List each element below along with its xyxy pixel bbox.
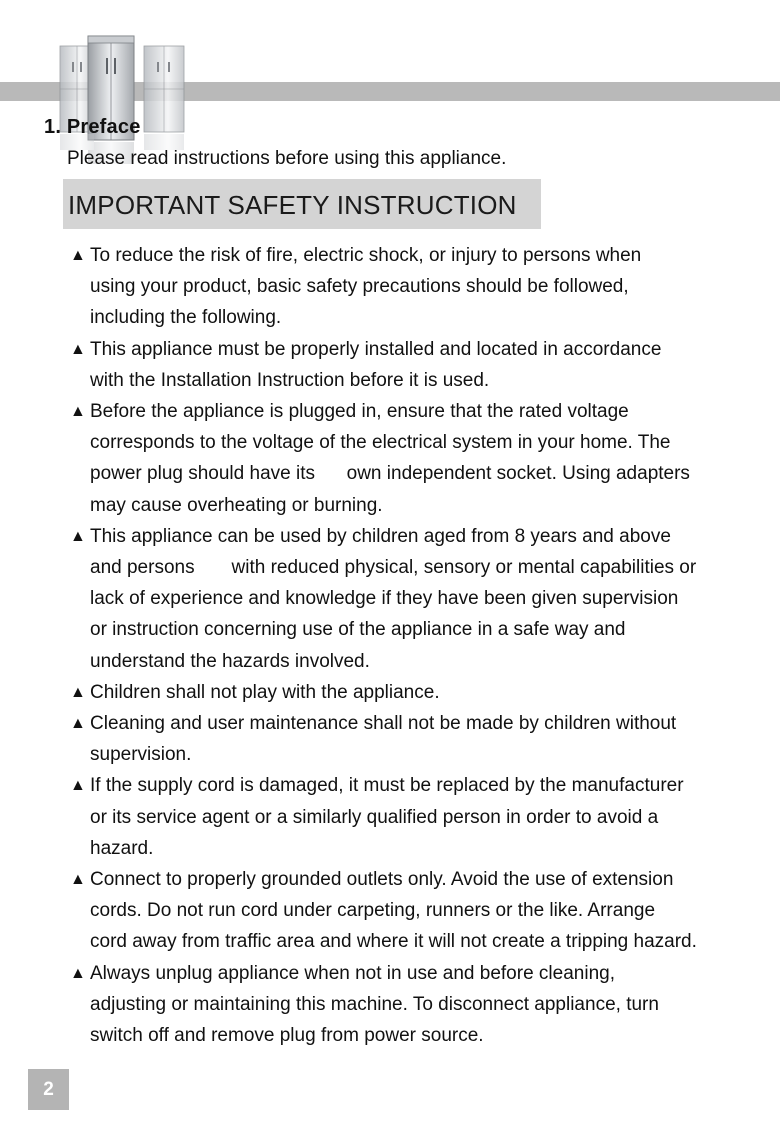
safety-banner (63, 179, 541, 229)
triangle-bullet-icon: ▲ (70, 964, 86, 982)
section-title: 1. Preface (44, 116, 141, 138)
triangle-bullet-icon: ▲ (70, 777, 86, 795)
triangle-bullet-icon: ▲ (70, 527, 86, 545)
list-item: ▲ If the supply cord is damaged, it must be replaced by the manufacturer or its service agent or a similarly qualified person in order to avoid a hazard. (70, 770, 760, 864)
page-number-badge: 2 (28, 1069, 69, 1110)
list-item: ▲ To reduce the risk of fire, electric shock, or injury to persons when using your product, basic safety precautions should be followed, including the following. (70, 240, 760, 334)
list-item: ▲ This appliance must be properly installed and located in accordance with the Installation Instruction before it is used. (70, 334, 760, 396)
list-item: ▲ Children shall not play with the appliance. (70, 677, 760, 708)
list-item: ▲ Before the appliance is plugged in, ensure that the rated voltage corresponds to the voltage of the electrical system in your home. The power plug should have its own independent socket. Using adapters may cause overheating or burning. (70, 396, 760, 521)
list-item: ▲ Always unplug appliance when not in use and before cleaning, adjusting or maintaining this machine. To disconnect appliance, turn switch off and remove plug from power source. (70, 958, 760, 1052)
list-item: ▲ Cleaning and user maintenance shall not be made by children without supervision. (70, 708, 760, 770)
triangle-bullet-icon: ▲ (70, 715, 86, 733)
banner-title: IMPORTANT SAFETY INSTRUCTION (68, 190, 517, 220)
refrigerator-icon (56, 34, 188, 164)
triangle-bullet-icon: ▲ (70, 871, 86, 889)
triangle-bullet-icon: ▲ (70, 683, 86, 701)
intro-text: Please read instructions before using this appliance. (67, 148, 507, 169)
list-item: ▲ Connect to properly grounded outlets only. Avoid the use of extension cords. Do not run cord under carpeting, runners or the like. Arrange cord away from traffic area and where it will not create a tripping hazard. (70, 864, 760, 958)
safety-list (70, 240, 760, 1051)
triangle-bullet-icon: ▲ (70, 340, 86, 358)
list-item: ▲ This appliance can be used by children aged from 8 years and above and persons with reduced physical, sensory or mental capabilities or lack of experience and knowledge if they have been given supervision or instruction concerning use of the appliance in a safe way and understand the hazards involved. (70, 521, 760, 677)
triangle-bullet-icon: ▲ (70, 247, 86, 264)
triangle-bullet-icon: ▲ (70, 403, 86, 421)
